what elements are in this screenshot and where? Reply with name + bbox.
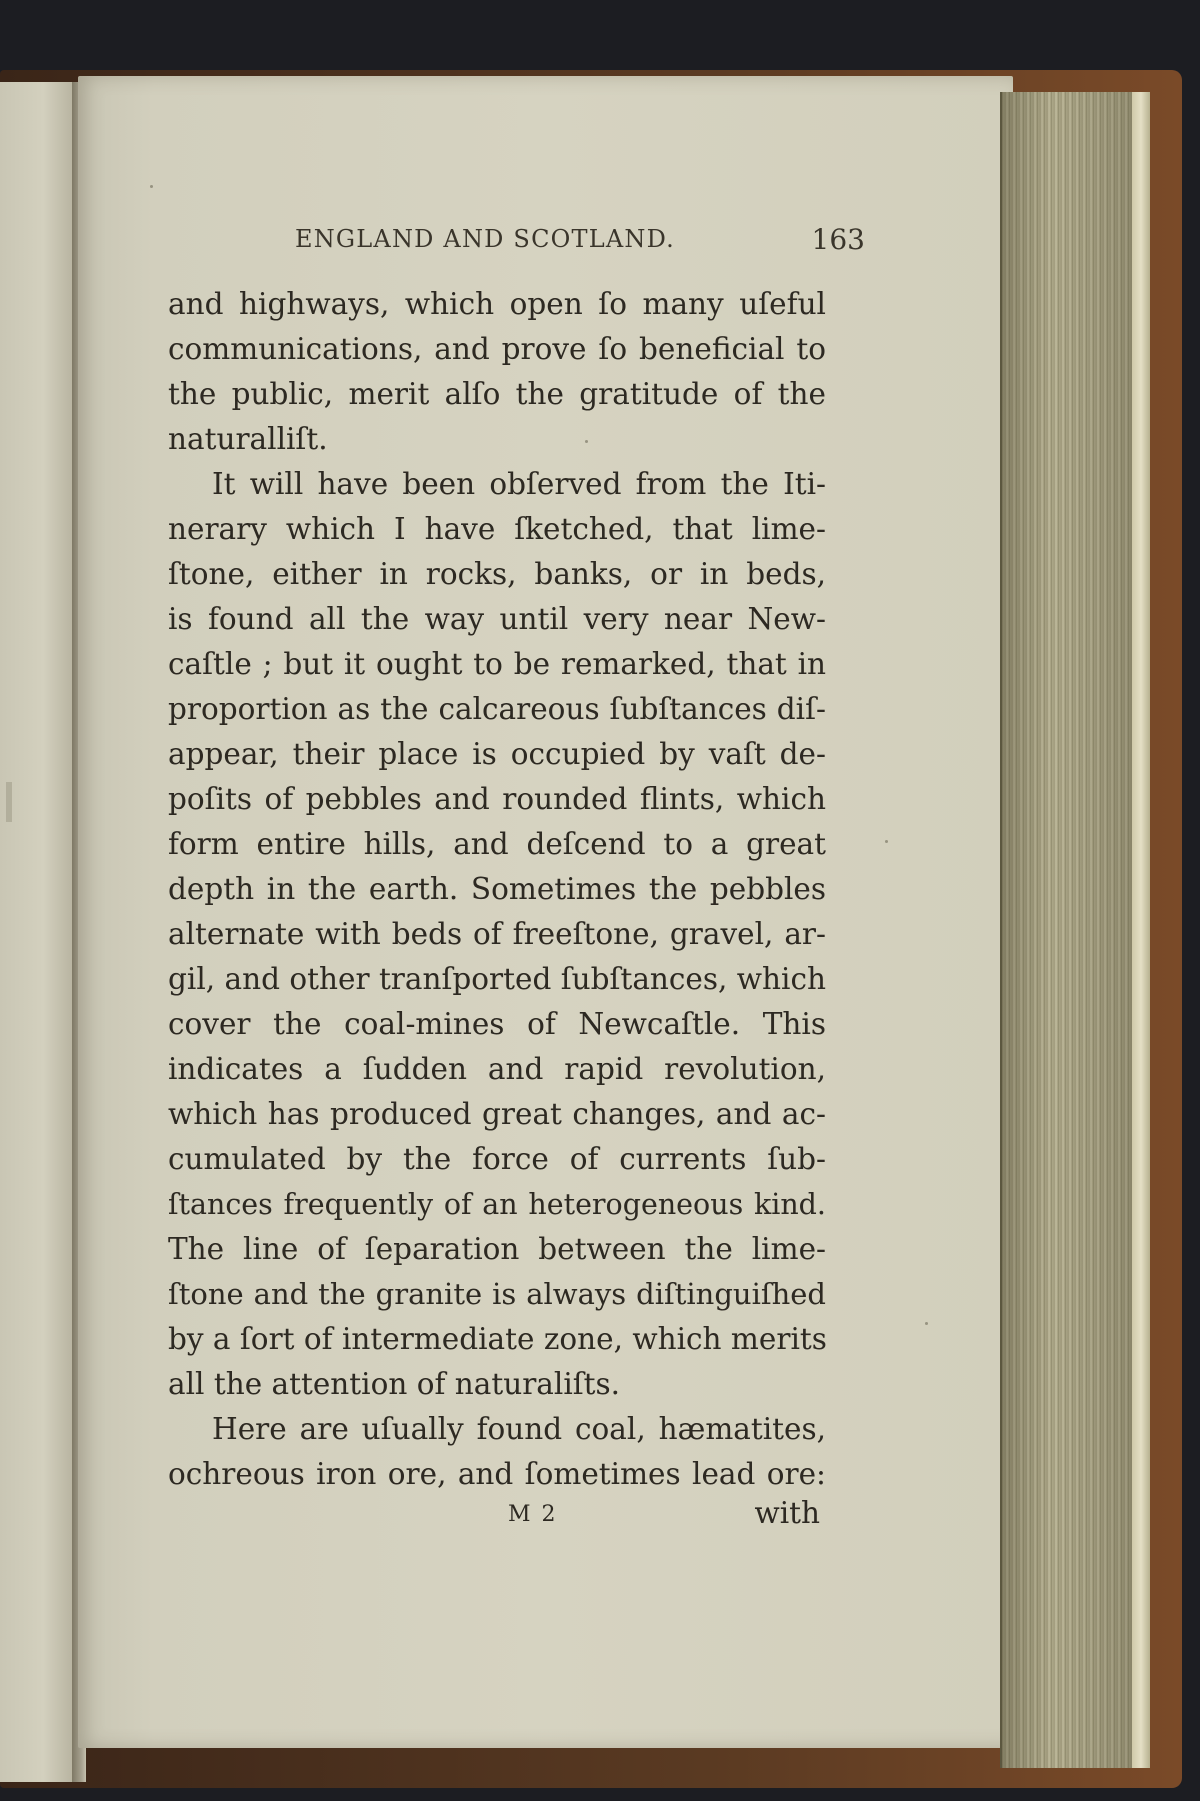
text-line: ochreous iron ore, and ſometimes lead ore:: [168, 1457, 826, 1491]
paper-speck: [925, 1322, 928, 1325]
text-line: indicates a ſudden and rapid revolution,: [168, 1052, 826, 1086]
text-line: cumulated by the force of currents ſub-: [168, 1142, 826, 1176]
text-line: is found all the way until very near New-: [168, 602, 826, 636]
text-line: poſits of pebbles and rounded flints, which: [168, 782, 826, 816]
body-text: [168, 282, 826, 1497]
page-footer: [168, 1496, 826, 1541]
running-head: [295, 225, 865, 265]
text-line: ſtone and the granite is always diſtinguiſhed: [168, 1277, 826, 1311]
text-line: The line of ſeparation between the lime-: [168, 1232, 826, 1266]
text-line: appear, their place is occupied by vaſt de-: [168, 737, 826, 771]
left-page-edge: [0, 82, 74, 1782]
text-line: alternate with beds of freeſtone, gravel, ar-: [168, 917, 826, 951]
page-stain: [6, 782, 12, 822]
text-line: by a ſort of intermediate zone, which merits: [168, 1322, 827, 1356]
text-line: naturalliſt.: [168, 422, 328, 456]
text-line: ſtances frequently of an heterogeneous kind.: [168, 1188, 826, 1221]
text-line: and highways, which open ſo many uſeful: [168, 287, 826, 321]
text-line: Here are uſually found coal, hæmatites,: [212, 1412, 826, 1446]
text-line: communications, and prove ſo beneficial to: [168, 332, 826, 366]
text-line: gil, and other tranſported ſubſtances, which: [168, 962, 826, 996]
text-line: proportion as the calcareous ſubſtances diſ-: [168, 692, 826, 726]
text-line: depth in the earth. Sometimes the pebbles: [168, 872, 826, 906]
paper-speck: [585, 440, 588, 443]
fore-edge-shading: [1000, 92, 1132, 1768]
text-line: all the attention of naturaliſts.: [168, 1367, 621, 1401]
text-line: ſtone, either in rocks, banks, or in beds,: [168, 557, 826, 591]
text-line: It will have been obſerved from the Iti-: [212, 467, 826, 501]
text-line: cover the coal-mines of Newcaſtle. This: [168, 1007, 826, 1041]
text-line: nerary which I have ſketched, that lime-: [168, 512, 826, 546]
page-number: 163: [811, 223, 865, 256]
text-line: which has produced great changes, and ac-: [168, 1097, 826, 1131]
catchword: with: [754, 1496, 820, 1530]
text-line: the public, merit alſo the gratitude of the: [168, 377, 826, 411]
page-block-edge: [1132, 92, 1150, 1768]
paper-speck: [885, 840, 888, 843]
paper-speck: [150, 185, 153, 188]
text-line: form entire hills, and deſcend to a great: [168, 827, 826, 861]
signature-mark: M 2: [508, 1502, 558, 1527]
running-head-title: ENGLAND AND SCOTLAND.: [295, 225, 676, 253]
text-line: caſtle ; but it ought to be remarked, that in: [168, 647, 826, 681]
